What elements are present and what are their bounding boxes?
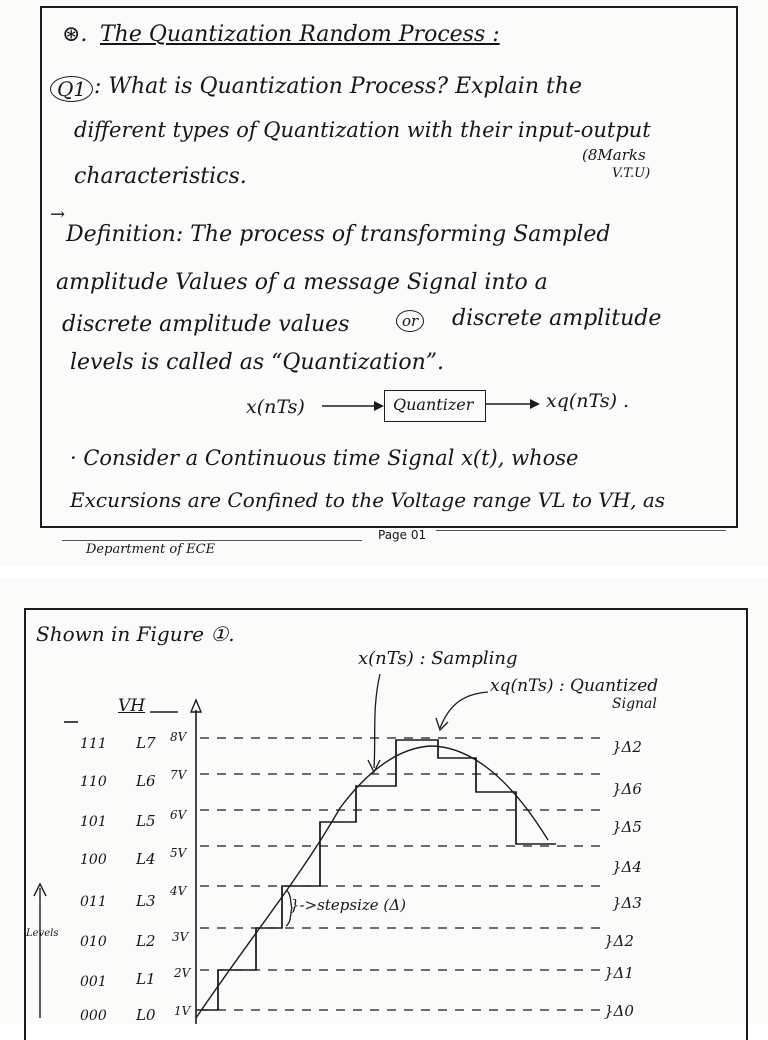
department-footer: Department of ECE: [86, 542, 216, 557]
marks-note: (8Marks: [582, 146, 646, 164]
row-delta: }Δ6: [612, 780, 642, 798]
row-code: 011: [80, 894, 107, 910]
question-line-2: different types of Quantization with their input-output: [74, 118, 651, 142]
consider-line-1: · Consider a Continuous time Signal x(t), whose: [70, 446, 579, 470]
row-level: L0: [136, 1006, 156, 1024]
row-code: 110: [80, 774, 107, 790]
quantizer-block-label: Quantizer: [393, 395, 474, 414]
row-voltage: 8V: [170, 730, 187, 744]
row-level: L7: [136, 734, 156, 752]
row-voltage: 6V: [170, 808, 187, 822]
question-number-badge: Q1: [50, 76, 93, 102]
or-circle: or: [396, 310, 424, 332]
question-line-1: : What is Quantization Process? Explain the: [94, 74, 583, 99]
row-voltage: 5V: [170, 846, 187, 860]
marks-source: V.T.U): [612, 166, 651, 181]
row-delta: }Δ1: [604, 964, 634, 982]
row-level: L1: [136, 970, 156, 988]
row-delta: }Δ5: [612, 818, 642, 836]
definition-line-1: Definition: The process of transforming Sampled: [66, 222, 611, 247]
quantized-signal-label: xq(nTs) : Quantized: [490, 676, 659, 696]
quantization-staircase-figure: [0, 578, 768, 1024]
answer-arrow-icon: →: [50, 204, 66, 225]
row-code: 101: [80, 814, 107, 830]
row-delta: }Δ4: [612, 858, 642, 876]
row-voltage: 4V: [170, 884, 187, 898]
page-title: The Quantization Random Process :: [100, 22, 500, 47]
row-level: L5: [136, 812, 156, 830]
row-voltage: 7V: [170, 768, 187, 782]
quantized-signal-label-2: Signal: [612, 696, 657, 712]
row-code: 000: [80, 1008, 107, 1024]
definition-line-2: amplitude Values of a message Signal into a: [56, 270, 548, 295]
definition-line-4: levels is called as “Quantization”.: [70, 350, 444, 375]
row-delta: }Δ3: [612, 894, 642, 912]
question-line-3: characteristics.: [74, 164, 247, 189]
row-code: 100: [80, 852, 107, 868]
row-delta: }Δ0: [604, 1002, 634, 1020]
definition-line-3b: discrete amplitude: [452, 306, 662, 331]
definition-line-3a: discrete amplitude values: [62, 312, 350, 337]
row-code: 001: [80, 974, 107, 990]
row-delta: }Δ2: [604, 932, 634, 950]
row-delta: }Δ2: [612, 738, 642, 756]
row-voltage: 2V: [174, 966, 191, 980]
sampling-label: x(nTs) : Sampling: [358, 648, 518, 669]
row-level: L6: [136, 772, 156, 790]
quantizer-output-label: xq(nTs) .: [546, 390, 630, 412]
figure-intro: Shown in Figure ①.: [36, 622, 235, 646]
notes-page-2: [0, 578, 768, 1024]
row-level: L4: [136, 850, 156, 868]
row-level: L3: [136, 892, 156, 910]
row-level: L2: [136, 932, 156, 950]
quantizer-input-label: x(nTs): [246, 396, 305, 418]
stepsize-label: }->stepsize (Δ): [290, 896, 406, 914]
title-marker: ⊛.: [62, 22, 88, 47]
row-voltage: 1V: [174, 1004, 191, 1018]
levels-axis-label: Levels: [26, 928, 59, 939]
quantizer-block: [384, 390, 486, 422]
footer-rule-left: [62, 540, 362, 541]
vh-label: VH: [118, 696, 146, 716]
row-code: 010: [80, 934, 107, 950]
consider-line-2: Excursions are Confined to the Voltage range VL to VH, as: [70, 488, 666, 512]
page-number: Page 01: [378, 528, 427, 542]
footer-rule-right: [436, 530, 726, 531]
row-voltage: 3V: [172, 930, 189, 944]
row-code: 111: [80, 736, 107, 752]
